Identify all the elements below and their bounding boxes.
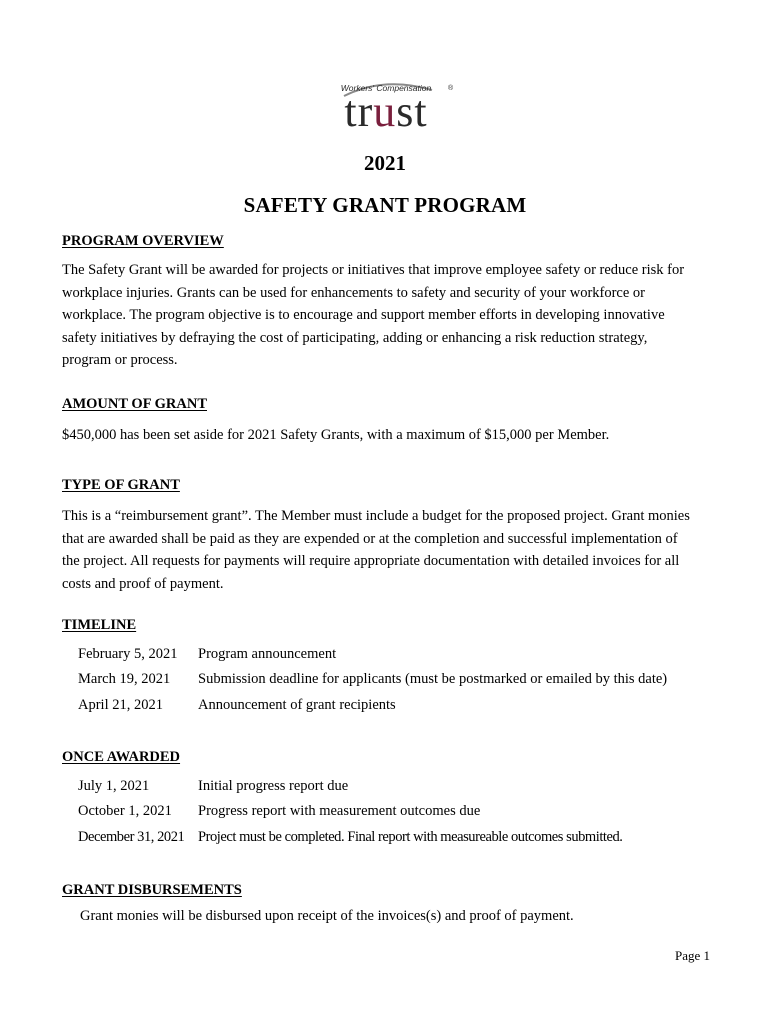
grant-disbursements-text: Grant monies will be disbursed upon receipt of the invoices(s) and proof of payment. [80, 908, 574, 924]
logo-word: trust [344, 87, 428, 134]
workers-compensation-trust-logo [316, 74, 456, 134]
awarded-date: October 1, 2021 [78, 803, 172, 819]
trust-logo-graphic [316, 74, 456, 134]
timeline-description: Program announcement [198, 646, 337, 662]
type-line: This is a “reimbursement grant”. The Member must include a budget for the proposed project. Grant monies [62, 508, 690, 524]
type-line: the project. All requests for payments will require appropriate documentation with detailed invoices for all [62, 553, 680, 569]
grant-disbursements-heading: GRANT DISBURSEMENTS [62, 882, 242, 898]
timeline-date: February 5, 2021 [78, 646, 178, 662]
type-line: that are awarded shall be paid as they are expended or at the completion and successful implementation of [62, 530, 678, 547]
timeline-date: March 19, 2021 [78, 671, 171, 687]
logo-top-text: Workers' Compensation [340, 83, 432, 93]
amount-of-grant-text: $450,000 has been set aside for 2021 Safety Grants, with a maximum of $15,000 per Member. [62, 427, 610, 443]
program-overview-heading: PROGRAM OVERVIEW [62, 233, 224, 249]
overview-line: program or process. [62, 352, 178, 368]
timeline-heading: TIMELINE [62, 617, 137, 633]
overview-line: workplace. The program objective is to encourage and support member efforts in developing innovative [62, 307, 665, 323]
timeline-description: Submission deadline for applicants (must be postmarked or emailed by this date) [198, 671, 668, 687]
overview-line: The Safety Grant will be awarded for projects or initiatives that improve employee safety or reduce risk for [62, 262, 685, 278]
overview-line: workplace injuries. Grants can be used for enhancements to safety and security of your workforce or [62, 284, 646, 301]
once-awarded-heading: ONCE AWARDED [62, 749, 181, 765]
awarded-date: July 1, 2021 [78, 778, 150, 794]
type-of-grant-heading: TYPE OF GRANT [62, 477, 180, 493]
timeline-description: Announcement of grant recipients [198, 697, 396, 713]
page-number: Page 1 [674, 948, 710, 963]
type-line: costs and proof of payment. [62, 575, 224, 592]
overview-line: safety initiatives by defraying the cost of participating, adding or enhancing a risk reduction strategy, [62, 329, 648, 346]
logo-registered-mark: ® [448, 85, 454, 92]
amount-of-grant-heading: AMOUNT OF GRANT [62, 396, 207, 412]
type-of-grant-text [62, 505, 722, 595]
program-overview-text [62, 259, 722, 372]
document-title: SAFETY GRANT PROGRAM [243, 193, 527, 217]
awarded-description: Initial progress report due [198, 778, 349, 794]
document-year: 2021 [364, 151, 406, 175]
awarded-description: Project must be completed. Final report with measureable outcomes submitted. [198, 829, 623, 845]
awarded-description: Progress report with measurement outcomes due [198, 803, 481, 819]
awarded-date: December 31, 2021 [78, 829, 185, 845]
timeline-date: April 21, 2021 [78, 697, 163, 713]
